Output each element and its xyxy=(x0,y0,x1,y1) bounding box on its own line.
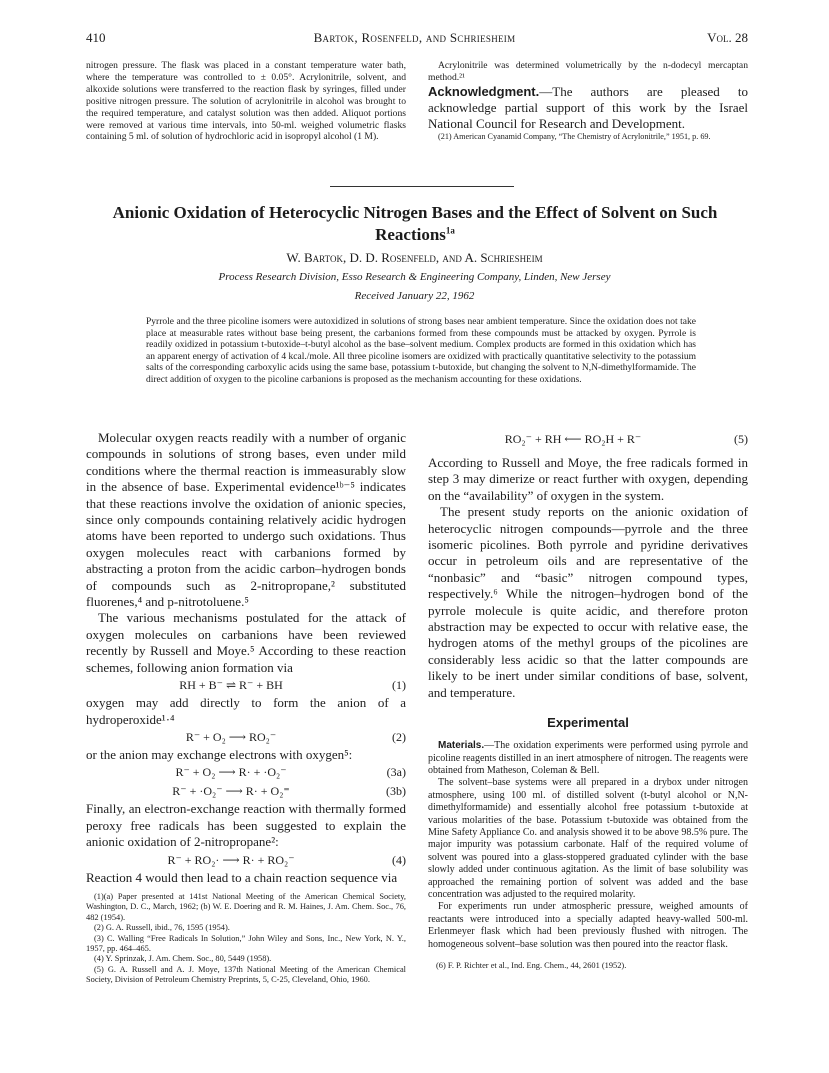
prev-article-right-text: Acrylonitrile was determined volumetrically by the n-dodecyl mercaptan method.²¹ xyxy=(428,60,748,83)
article-title-text: Anionic Oxidation of Heterocyclic Nitrogen Bases and the Effect of Solvent on Such Reactions xyxy=(112,203,718,244)
equation-3a xyxy=(86,763,406,782)
equation-4 xyxy=(86,851,406,870)
equation-3a-formula: R⁻ + O₂ ⟶ R· + ·O₂⁻ xyxy=(175,765,287,780)
acknowledgment xyxy=(428,84,748,132)
footnote-1: (1)(a) Paper presented at 141st National Meeting of the American Chemical Society, Washington, D. C., March, 1962; (b) W. E. Doering and R. M. Haines, J. Am. Chem. Soc., 76, 482 (1954). xyxy=(86,891,406,922)
equation-2 xyxy=(86,728,406,747)
acknowledgment-heading: Acknowledgment. xyxy=(428,83,540,99)
left-footnotes xyxy=(86,892,406,986)
materials-heading: Materials. xyxy=(438,740,485,752)
equation-1-formula: RH + B⁻ ⇌ R⁻ + BH xyxy=(179,678,283,693)
left-paragraph-3: oxygen may add directly to form the anion of a hydroperoxide¹·⁴ xyxy=(86,695,406,727)
atmospheric-pressure-paragraph: For experiments run under atmospheric pressure, weighed amounts of reactants were introduced into a specially adapted heavy-walled 500-ml. Erlenmeyer flask which had been previously flushed with nitrogen. The homogeneous solvent–base solution was then poured into the reactor flask. xyxy=(428,901,748,950)
acknowledgment-text: —The authors are pleased to acknowledge partial support of this work by the Israel National Council for Research and Development. xyxy=(428,83,748,131)
equation-2-formula: R⁻ + O₂ ⟶ RO₂⁻ xyxy=(185,729,277,744)
equation-5-number: (5) xyxy=(734,432,748,446)
left-paragraph-5: Finally, an electron-exchange reaction with thermally formed peroxy free radicals has been suggested to explain the anionic oxidation of 2-nitropropane²: xyxy=(86,801,406,850)
equation-2-number: (2) xyxy=(392,729,406,744)
footnote-6: (6) F. P. Richter et al., Ind. Eng. Chem., 44, 2601 (1952). xyxy=(436,961,627,970)
footnote-4: (4) Y. Sprinzak, J. Am. Chem. Soc., 80, 5449 (1958). xyxy=(94,954,272,964)
footnote-2: (2) G. A. Russell, ibid., 76, 1595 (1954). xyxy=(94,923,230,933)
materials-text: —The oxidation experiments were performed using pyrrole and picoline reagents distilled in an inert atmosphere of nitrogen. The reagents were obtained from Matheson, Coleman & Bell. xyxy=(428,740,748,776)
running-title: Bartok, Rosenfeld, and Schriesheim xyxy=(313,30,516,45)
volume-label: Vol. 28 xyxy=(707,30,748,45)
experimental-text xyxy=(428,740,748,951)
equation-5 xyxy=(428,430,748,449)
footnote-21: (21) American Cyanamid Company, “The Chemistry of Acrylonitrile,” 1951, p. 69. xyxy=(438,131,711,141)
left-paragraph-4: or the anion may exchange electrons with oxygen⁵: xyxy=(86,746,353,762)
right-body-column xyxy=(428,430,748,971)
solvent-base-paragraph: The solvent–base systems were all prepared in a drybox under nitrogen atmosphere, using 100 ml. of distilled solvent (t-butyl alcohol or N,N-dimethylformamide) and essentially alcohol free potassium t-butoxide at various molarities of the base. Potassium t-butoxide was obtained from the Mine Safety Appliance Co. and analysis showed it to be above 98.5% pure. The major impurity was potassium carbonate. Half of the required volume of solvent was poured into a glass-stoppered graduated cylinder with the base slowly added under continuous agitation. As the limit of base solubility was approached the remaining portion of solvent was added and the base concentration was adjusted to the required molarity. xyxy=(428,777,748,900)
equation-1-number: (1) xyxy=(392,678,406,693)
article-affiliation: Process Research Division, Esso Research & Engineering Company, Linden, New Jersey xyxy=(218,271,611,283)
equation-4-formula: R⁻ + RO₂· ⟶ R· + RO₂⁻ xyxy=(167,852,295,867)
left-paragraph-1: Molecular oxygen reacts readily with a number of organic compounds in solutions of strong bases, even under mild conditions where the thermal reaction is immeasurably slow in the absence of base. Experimental evidence¹ᵇ⁻⁵ indicates that these reactions involve the oxidation of anionic species, since only compounds containing relatively acidic hydrogen atoms have been reported to undergo such oxidations. Thus oxygen molecules react with carbanions formed by abstracting a proton from the acidic carbon–hydrogen bonds of compounds such as 2-nitropropane,² substituted fluorenes,⁴ and p-nitrotoluene.⁵ xyxy=(86,430,406,610)
equation-3b-formula: R⁻ + ·O₂⁻ ⟶ R· + O₂⁼ xyxy=(172,784,290,799)
abstract: Pyrrole and the three picoline isomers were autoxidized in solutions of strong bases near ambient temperature. Since the oxidation does not take place at measurable rates without base being present, the carbanions formed from these compounds must be attacked by oxygen. Pyrrole is readily oxidized in potassium t-butoxide–t-butyl alcohol as the base–solvent medium. Complex products are formed in this oxidation which has an apparent energy of activation of 4 kcal./mole. All three picoline isomers are oxidized with practically quantitative selectivity to the potassium salts of the corresponding carboxylic acids using the same base, potassium t-butoxide, but changing the solvent to N,N-dimethylformamide. The direct addition of oxygen to the picoline carbanions is proposed as the mechanism accounting for these oxidations. xyxy=(146,317,696,385)
page-number: 410 xyxy=(86,30,106,45)
received-date: Received January 22, 1962 xyxy=(354,290,475,302)
materials-paragraph xyxy=(428,740,748,777)
equation-5-formula: RO₂⁻ + RH ⟵ RO₂H + R⁻ xyxy=(504,432,642,446)
right-footnotes xyxy=(428,961,748,971)
prev-article-left-column xyxy=(86,60,406,143)
section-heading-experimental: Experimental xyxy=(547,715,629,731)
title-footnote-marker: 1a xyxy=(445,225,455,236)
article-divider xyxy=(330,186,514,187)
equation-3b-number: (3b) xyxy=(386,784,406,799)
prev-article-text: nitrogen pressure. The flask was placed in a constant temperature water bath, where the temperature was controlled to ± 0.05°. Acrylonitrile, solvent, and alkoxide solutions were transferred to the reaction flask by syringes, filled under positive nitrogen pressure. The solution of acrylonitrile in alcohol was brought to the required temperature, and catalyst solution was then added. Aliquot portions were removed at various time intervals, into 50-ml. weighed volumetric flasks containing 5 ml. of solution of hydrochloric acid in isopropyl alcohol (1 M). xyxy=(86,60,406,143)
left-paragraph-2: The various mechanisms postulated for the attack of oxygen molecules on carbanions have been reviewed recently by Russell and Moye.⁵ According to these reaction schemes, following anion formation via xyxy=(86,610,406,675)
left-body-column xyxy=(86,430,406,986)
footnote-3: (3) C. Walling “Free Radicals In Solution,” John Wiley and Sons, Inc., New York, N. Y., 1957, pp. 464–465. xyxy=(86,933,406,953)
equation-3b xyxy=(86,782,406,801)
prev-article-right-column xyxy=(428,60,748,142)
equation-4-number: (4) xyxy=(392,852,406,867)
left-paragraph-6: Reaction 4 would then lead to a chain reaction sequence via xyxy=(86,869,398,885)
article-authors: W. Bartok, D. D. Rosenfeld, and A. Schriesheim xyxy=(286,250,543,265)
equation-3a-number: (3a) xyxy=(386,765,406,780)
right-paragraph-2: The present study reports on the anionic oxidation of heterocyclic nitrogen compounds—pyrrole and the three isomeric picolines. Both pyrrole and pyridine derivatives occur in petroleum oils and are representative of the “nonbasic” and “basic” nitrogen compound types, respectively.⁶ While the nitrogen–hydrogen bond of the pyrrole molecule is quite acidic, and therefore proton abstraction may be expected to occur with relative ease, the hydrogen atoms of the methyl groups of the picolines are considerably less acidic so that the latter compounds are likely to be inert under similar conditions of base, solvent, and temperature. xyxy=(428,504,748,700)
footnote-5: (5) G. A. Russell and A. J. Moye, 137th National Meeting of the American Chemical Society, Division of Petroleum Chemistry Preprints, 5, C-25, Cleveland, Ohio, 1960. xyxy=(86,964,406,985)
article-title xyxy=(100,202,730,246)
right-paragraph-1: According to Russell and Moye, the free radicals formed in step 3 may dimerize or react further with oxygen, depending on the “availability” of oxygen in the system. xyxy=(428,455,748,503)
equation-1 xyxy=(86,676,406,695)
